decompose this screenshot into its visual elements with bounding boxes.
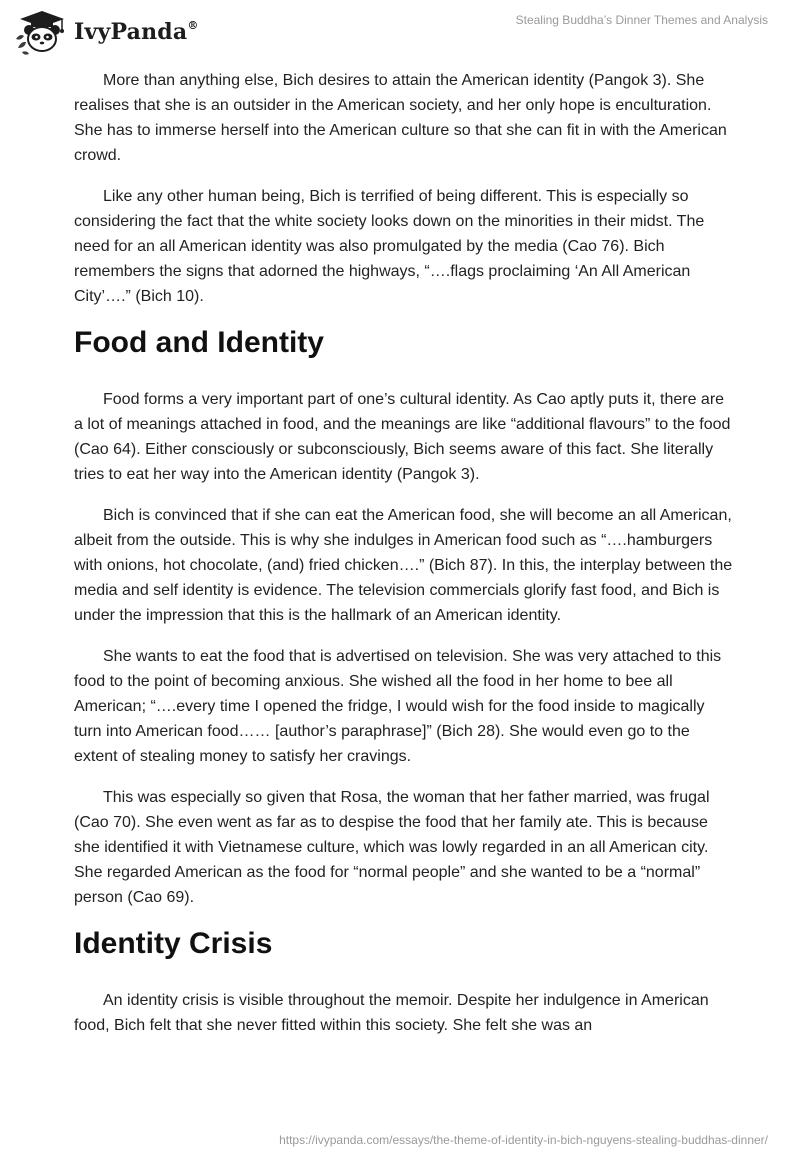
page-header bbox=[0, 0, 800, 70]
section-heading-identity-crisis: Identity Crisis bbox=[74, 927, 273, 960]
ivypanda-logo[interactable] bbox=[14, 8, 199, 56]
essay-content bbox=[74, 68, 734, 1054]
paragraph: More than anything else, Bich desires to attain the American identity (Pangok 3). She realises that she is an outsider in the American society, and her only hope is enculturation. She has to immerse herself into the American culture so that she can fit in with the American crowd. bbox=[74, 72, 727, 164]
section-heading-food-and-identity: Food and Identity bbox=[74, 326, 324, 359]
paragraph: An identity crisis is visible throughout the memoir. Despite her indulgence in American food, Bich felt that she never fitted within this society. She felt she was an bbox=[74, 992, 709, 1034]
paragraph: This was especially so given that Rosa, the woman that her father married, was frugal (Cao 70). She even went as far as to despise the food that her family ate. This is because she identified it with Vietnamese culture, which was lowly regarded in an all American city. She regarded American as the food for “normal people” and she wanted to be a “normal” person (Cao 69). bbox=[74, 789, 710, 906]
panda-graduate-icon bbox=[14, 8, 70, 56]
paragraph: Bich is convinced that if she can eat the American food, she will become an all American, albeit from the outside. This is why she indulges in American food such as “….hamburgers with onions, hot chocolate, (and) fried chicken….” (Bich 87). In this, the interplay between the media and self identity is evidence. The television commercials glorify fast food, and Bich is under the impression that this is the hallmark of an American identity. bbox=[74, 507, 733, 624]
brand-text: IvyPanda bbox=[74, 19, 188, 45]
source-url[interactable]: https://ivypanda.com/essays/the-theme-of-identity-in-bich-nguyens-stealing-buddhas-dinner/ bbox=[279, 1133, 768, 1147]
document-title: Stealing Buddha’s Dinner Themes and Analysis bbox=[515, 13, 768, 27]
paragraph: She wants to eat the food that is advertised on television. She was very attached to this food to the point of becoming anxious. She wished all the food in her home to bee all American; “….every time I opened the fridge, I would wish for the food inside to magically turn into American food…… [author’s paraphrase]” (Bich 28). She would even go to the extent of stealing money to satisfy her cravings. bbox=[74, 648, 722, 765]
paragraph: Food forms a very important part of one’s cultural identity. As Cao aptly puts it, there are a lot of meanings attached in food, and the meanings are like “additional flavours” to the food (Cao 64). Either consciously or subconsciously, Bich seems aware of this fact. She literally tries to eat her way into the American identity (Pangok 3). bbox=[74, 391, 731, 483]
brand-name bbox=[74, 19, 199, 45]
paragraph: Like any other human being, Bich is terrified of being different. This is especially so considering the fact that the white society looks down on the minorities in their midst. The need for an all American identity was also promulgated by the media (Cao 76). Bich remembers the signs that adorned the highways, “….flags proclaiming ‘An All American City’….” (Bich 10). bbox=[74, 188, 705, 305]
registered-mark: ® bbox=[187, 18, 199, 32]
